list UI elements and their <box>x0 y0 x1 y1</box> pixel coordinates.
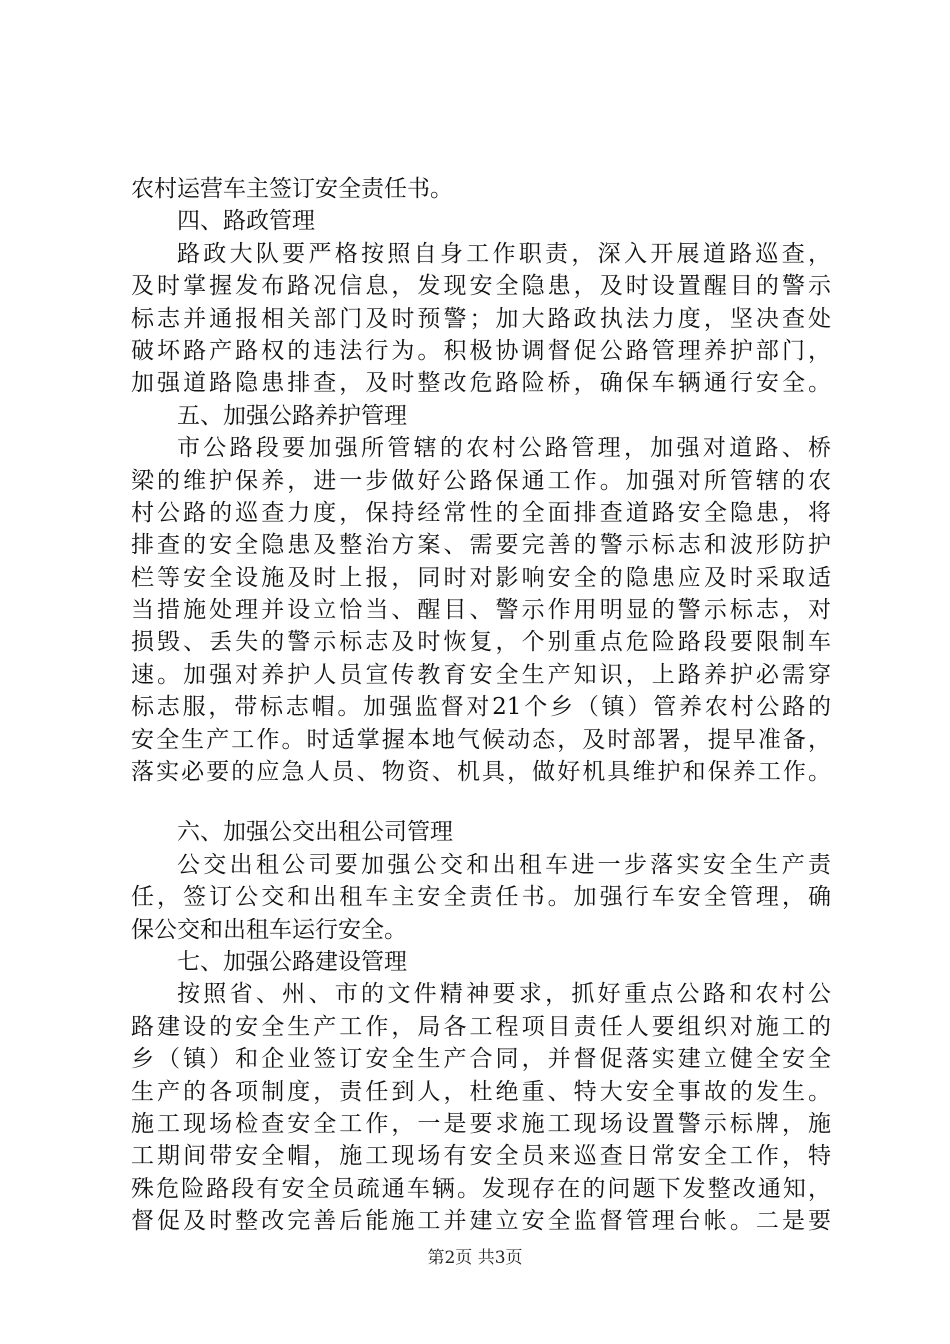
text-line: 落实必要的应急人员、物资、机具，做好机具维护和保养工作。 <box>131 759 831 786</box>
text-line: 标志并通报相关部门及时预警；加大路政执法力度，坚决查处 <box>131 305 831 332</box>
text-line: 栏等安全设施及时上报，同时对影响安全的隐患应及时采取适 <box>131 564 831 591</box>
text-line: 排查的安全隐患及整治方案、需要完善的警示标志和波形防护 <box>131 532 831 559</box>
paragraph-gap <box>131 788 831 816</box>
text-line: 乡（镇）和企业签订安全生产合同，并督促落实建立健全安全 <box>131 1046 831 1073</box>
text-line: 梁的维护保养，进一步做好公路保通工作。加强对所管辖的农 <box>131 467 831 494</box>
text-line: 工期间带安全帽，施工现场有安全员来巡查日常安全工作，特 <box>131 1143 831 1170</box>
page-number-footer: 第2页 共3页 <box>427 1248 523 1268</box>
text-line: 殊危险路段有安全员疏通车辆。发现存在的问题下发整改通知， <box>131 1175 831 1202</box>
text-line: 损毁、丢失的警示标志及时恢复，个别重点危险路段要限制车 <box>131 629 831 656</box>
text-line: 及时掌握发布路况信息，发现安全隐患，及时设置醒目的警示 <box>131 273 831 300</box>
section-heading-road-administration: 四、路政管理 <box>177 208 315 235</box>
text-line: 当措施处理并设立恰当、醒目、警示作用明显的警示标志，对 <box>131 597 831 624</box>
section-heading-road-maintenance: 五、加强公路养护管理 <box>177 402 407 429</box>
text-line: 速。加强对养护人员宣传教育安全生产知识，上路养护必需穿 <box>131 661 831 688</box>
text-line: 农村运营车主签订安全责任书。 <box>131 176 453 202</box>
text-line: 施工现场检查安全工作，一是要求施工现场设置警示标牌，施 <box>131 1110 831 1137</box>
text-line: 保公交和出租车运行安全。 <box>131 916 407 943</box>
text-line: 路政大队要严格按照自身工作职责，深入开展道路巡查， <box>177 240 831 267</box>
text-line: 任，签订公交和出租车主安全责任书。加强行车安全管理，确 <box>131 884 831 911</box>
section-heading-bus-taxi: 六、加强公交出租公司管理 <box>177 819 453 846</box>
text-line: 路建设的安全生产工作，局各工程项目责任人要组织对施工的 <box>131 1013 831 1040</box>
text-line: 标志服，带标志帽。加强监督对21个乡（镇）管养农村公路的 <box>131 694 831 721</box>
text-line: 加强道路隐患排查，及时整改危路险桥，确保车辆通行安全。 <box>131 370 831 397</box>
text-line: 公交出租公司要加强公交和出租车进一步落实安全生产责 <box>177 851 831 878</box>
section-heading-road-construction: 七、加强公路建设管理 <box>177 948 407 975</box>
text-line: 安全生产工作。时适掌握本地气候动态，及时部署，提早准备， <box>131 726 831 753</box>
document-body <box>131 173 831 1238</box>
text-line: 村公路的巡查力度，保持经常性的全面排查道路安全隐患，将 <box>131 499 831 526</box>
text-line: 市公路段要加强所管辖的农村公路管理，加强对道路、桥 <box>177 435 831 462</box>
text-line: 破坏路产路权的违法行为。积极协调督促公路管理养护部门， <box>131 337 831 364</box>
text-line: 按照省、州、市的文件精神要求，抓好重点公路和农村公 <box>177 981 831 1008</box>
text-line: 生产的各项制度，责任到人，杜绝重、特大安全事故的发生。 <box>131 1078 831 1105</box>
text-line: 督促及时整改完善后能施工并建立安全监督管理台帐。二是要 <box>131 1208 831 1235</box>
